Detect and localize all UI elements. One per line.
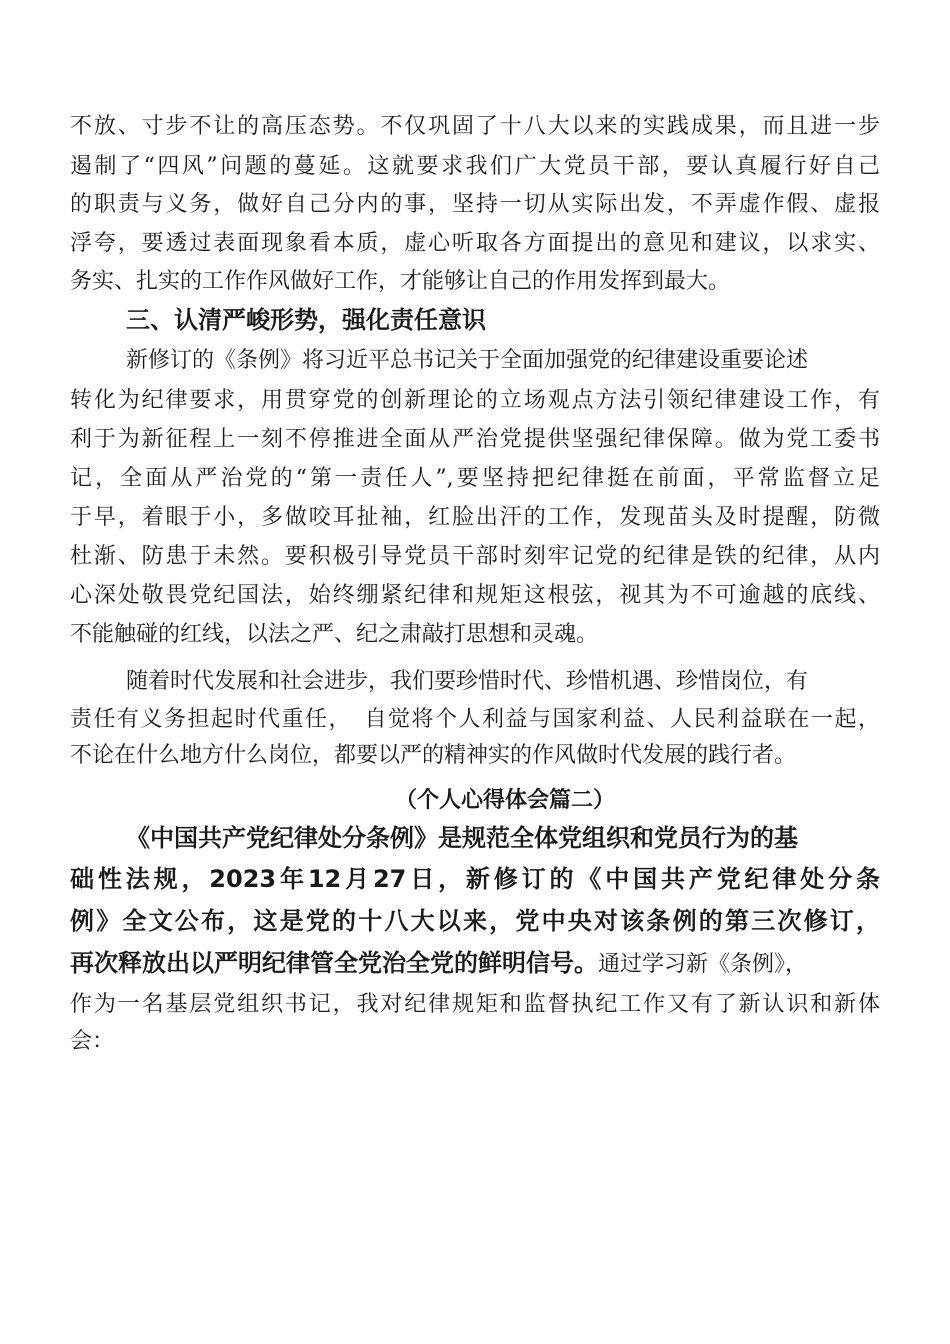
paragraph-line: 随着时代发展和社会进步，我们要珍惜时代、珍惜机遇、珍惜岗位，有 — [126, 669, 809, 694]
paragraph-line: 会： — [70, 1029, 115, 1054]
paragraph-line: 不放、寸步不让的高压态势。不仅巩固了十八大以来的实践成果，而且进一步 — [70, 114, 880, 139]
paragraph-line: 浮夸，要透过表面现象看本质，虚心听取各方面提出的意见和建议，以求实、 — [70, 231, 880, 256]
paragraph-line: 不能触碰的红线，以法之严、纪之肃敲打思想和灵魂。 — [70, 622, 599, 647]
paragraph-line: 转化为纪律要求，用贯穿党的创新理论的立场观点方法引领纪律建设工作，有 — [70, 388, 880, 413]
paragraph-line: 新修订的《条例》将习近平总书记关于全面加强党的纪律建设重要论述 — [126, 348, 809, 373]
section-heading: 三、认清严峻形势，强化责任意识 — [126, 306, 486, 334]
part-subtitle: （个人心得体会篇二） — [394, 788, 615, 813]
paragraph-line: 于早，着眼于小，多做咬耳扯袖，红脸出汗的工作，发现苗头及时提醒，防微 — [70, 505, 880, 530]
normal-text-span: 通过学习新《条例》， — [598, 952, 808, 977]
bold-paragraph-line: 础性法规，2023年12月27日，新修订的《中国共产党纪律处分条 — [70, 865, 880, 893]
mixed-paragraph-line — [70, 948, 880, 980]
paragraph-line: 的职责与义务，做好自己分内的事，坚持一切从实际出发，不弄虚作假、虚报 — [70, 192, 880, 217]
bold-paragraph-line: 例》全文公布，这是党的十八大以来，党中央对该条例的第三次修订， — [70, 907, 880, 935]
paragraph-line: 务实、扎实的工作作风做好工作，才能够让自己的作用发挥到最大。 — [70, 269, 731, 294]
paragraph-line: 不论在什么地方什么岗位，都要以严的精神实的作风做时代发展的践行者。 — [70, 743, 797, 768]
bold-text-span: 再次释放出以严明纪律管全党治全党的鲜明信号。 — [70, 949, 598, 977]
bold-paragraph-line: 《中国共产党纪律处分条例》是规范全体党组织和党员行为的基 — [126, 824, 798, 852]
paragraph-line: 心深处敬畏党纪国法，始终绷紧纪律和规矩这根弦，视其为不可逾越的底线、 — [70, 583, 880, 608]
paragraph-line: 责任有义务担起时代重任， 自觉将个人利益与国家利益、人民利益联在一起， — [70, 707, 880, 732]
paragraph-line: 作为一名基层党组织书记，我对纪律规矩和监督执纪工作又有了新认识和新体 — [70, 992, 880, 1017]
paragraph-line: 遏制了“四风”问题的蔓延。这就要求我们广大党员干部，要认真履行好自己 — [70, 154, 880, 179]
paragraph-line: 利于为新征程上一刻不停推进全面从严治党提供坚强纪律保障。做为党工委书 — [70, 427, 880, 452]
paragraph-line: 记，全面从严治党的“第一责任人”,要坚持把纪律挺在前面，平常监督立足 — [70, 466, 880, 491]
paragraph-line: 杜渐、防患于未然。要积极引导党员干部时刻牢记党的纪律是铁的纪律，从内 — [70, 544, 880, 569]
